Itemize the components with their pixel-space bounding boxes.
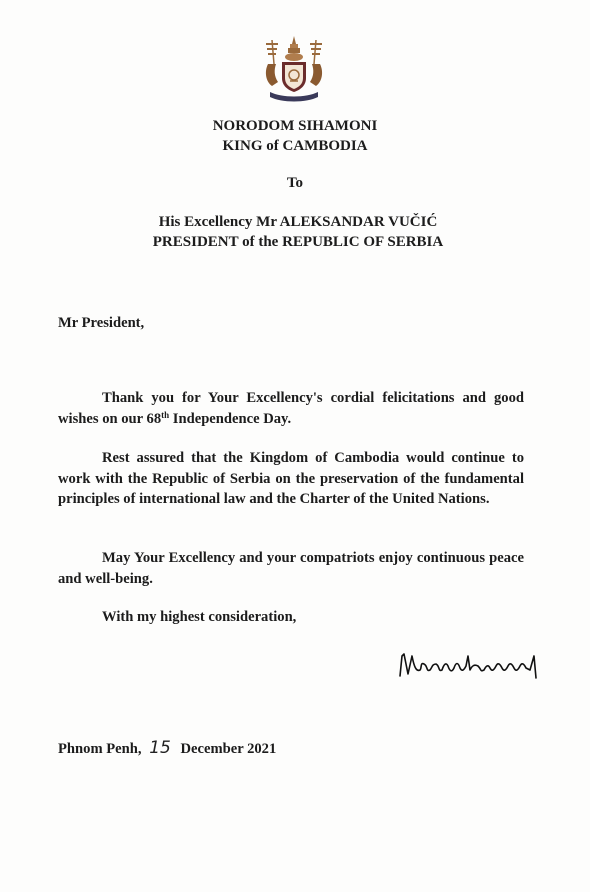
month-year: December 2021 [180,741,277,757]
handwritten-signature-icon [396,648,542,684]
place-date [58,738,276,759]
paragraph-wishes: May Your Excellency and your compatriots enjoy continuous peace and well-being. [58,550,524,587]
closing: With my highest consideration, [102,609,297,625]
recipient-line-2: PRESIDENT of the REPUBLIC OF SERBIA [152,234,444,250]
royal-arms-emblem-icon [258,34,330,104]
recipient-line-1: His Excellency Mr ALEKSANDAR VUČIĆ [158,214,438,230]
paragraph-thanks-text: Thank you for Your Excellency's cordial felicitations and good wishes on our 68 [58,390,524,427]
place: Phnom Penh, [58,741,142,757]
paragraph-assurance: Rest assured that the Kingdom of Cambodia would continue to work with the Republic of Serbia on the preservation of the fundamental principles of international law and the Charter of the United Nations. [58,450,524,507]
to-label: To [286,175,304,191]
paragraph-thanks [58,388,524,429]
sender-name: NORODOM SIHAMONI [212,118,378,134]
handwritten-day: 15 [149,738,171,758]
paragraph-thanks-tail: Independence Day. [169,410,292,427]
sender-title: KING of CAMBODIA [222,138,368,154]
ordinal-suffix: th [161,409,170,420]
salutation: Mr President, [58,315,145,331]
